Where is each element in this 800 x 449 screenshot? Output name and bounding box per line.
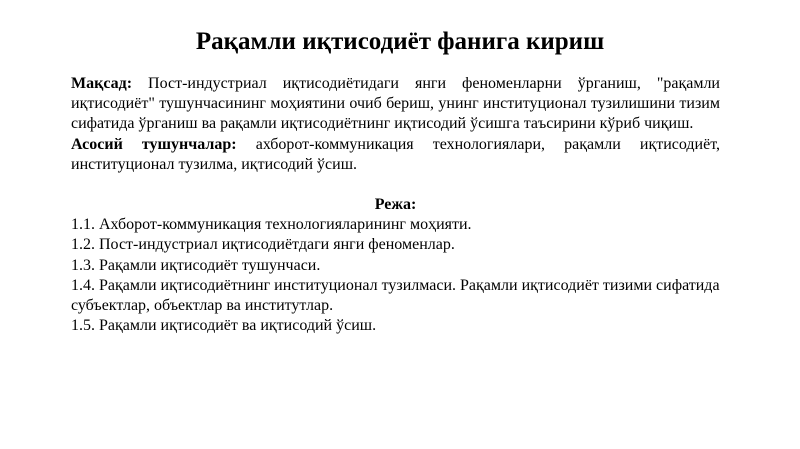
concepts-label: Асосий тушунчалар:	[71, 135, 237, 153]
plan-item-5: 1.5. Рақамли иқтисодиёт ва иқтисодий ўсиш.	[71, 317, 377, 335]
plan-item-1: 1.1. Ахборот-коммуникация технологияларининг моҳияти.	[71, 216, 472, 234]
slide-body	[71, 74, 720, 336]
goal-label: Мақсад:	[71, 75, 133, 92]
plan-item-4: 1.4. Рақамли иқтисодиётнинг институционал тузилмаси. Рақамли иқтисодиёт тизими сифатида субъектлар, объектлар ва институтлар.	[71, 276, 720, 315]
goal-paragraph	[71, 74, 720, 135]
plan-list	[71, 215, 720, 336]
slide-title: Рақамли иқтисодиёт фанига кириш	[195, 28, 605, 55]
goal-text: Пост-индустриал иқтисодиётидаги янги феноменларни ўрганиш, "рақамли иқтисодиёт" тушунчасининг моҳиятини очиб бериш, унинг институционал тузилишини тизим сифатида ўрганиш ва рақамли иқтисодиётнинг иқтисодий ўсишга таъсирини кўриб чиқиш.	[71, 75, 720, 133]
concepts-paragraph	[71, 135, 720, 175]
plan-heading: Режа:	[374, 196, 417, 214]
plan-item-2: 1.2. Пост-индустриал иқтисодиётдаги янги феноменлар.	[71, 236, 455, 254]
concepts-text: ахборот-коммуникация технологиялари, рақамли иқтисодиёт, институционал тузилма, иқтисодий ўсиш.	[71, 135, 721, 173]
plan-item-3: 1.3. Рақамли иқтисодиёт тушунчаси.	[71, 256, 321, 274]
